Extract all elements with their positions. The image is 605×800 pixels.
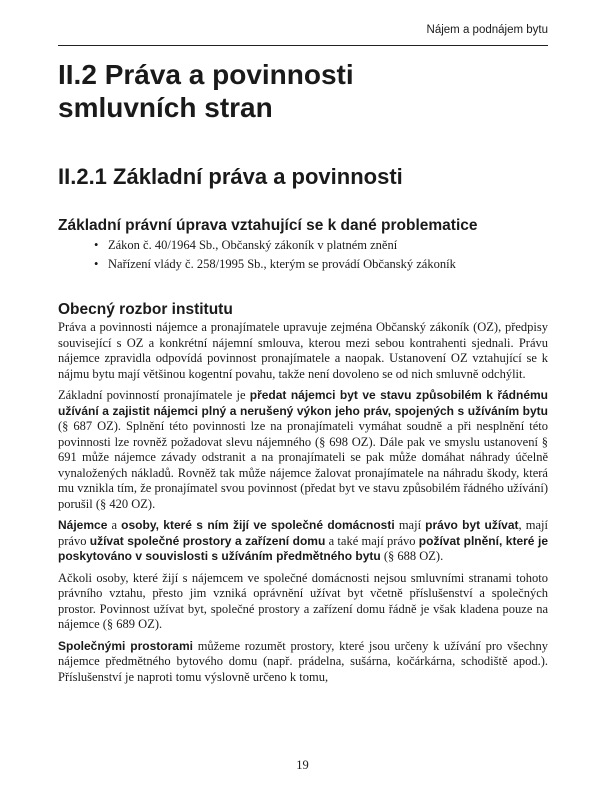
chapter-title	[58, 58, 548, 124]
emphasis-text: Společnými prostorami	[58, 638, 193, 653]
paragraph-2: Základní povinností pronajímatele je předat nájemci byt ve stavu způsobilém k řádnému užívání a zajistit nájemci plný a nerušený výkon jeho práv, spojených s užíváním bytu (§ 687 OZ). Splnění této povinnosti lze na pronajímateli vymáhat soudně a při nesplnění této povinnosti lze rovněž požadovat slevu nájemného (§ 698 OZ). Dále pak ve smyslu ustanovení § 691 může nájemce závady odstranit a na pronajímateli se pak může domáhat náhrady účelně vynaložených nákladů. Rovněž tak může nájemce žalovat pronajímatele na náhradu škody, která mu vznikla tím, že pronajímatel svou povinnost (předat byt ve stavu způsobilém řádného užívání) porušil (§ 420 OZ).	[58, 388, 549, 511]
paragraph-1: Práva a povinnosti nájemce a pronajímatele upravuje zejména Občanský zákoník (OZ), předpisy související s OZ a konkrétní nájemní smlouva, kterou mezi sebou kontrahenti sjednali. Právu nájemce zpravidla odpovídá povinnost pronajímatele a naopak. Ustanovení OZ vztahující se k nájmu bytu mají většinou kogentní povahu, takže není dovoleno se od nich smluvně odchýlit.	[58, 320, 548, 381]
legal-basis-list	[58, 236, 548, 274]
emphasis-text: užívat společné prostory a zařízení domu	[89, 533, 326, 548]
emphasis-text: předat nájemci byt ve stavu způsobilém k řádnému užívání a zajistit nájemci plný a nerušený výkon jeho práv, spojených s užíváním bytu	[58, 388, 549, 418]
paragraph-3: Nájemce a osoby, které s ním žijí ve společné domácnosti mají právo byt užívat, mají právo užívat společné prostory a zařízení domu a také mají právo požívat plnění, které je poskytováno v souvislosti s užíváním předmětného bytu (§ 688 OZ).	[58, 518, 548, 563]
list-item: • Zákon č. 40/1964 Sb., Občanský zákoník v platném znění	[94, 236, 548, 255]
page-content	[58, 58, 548, 685]
analysis-heading: Obecný rozbor institutu	[58, 301, 233, 318]
emphasis-text: právo byt užívat	[425, 518, 519, 532]
page-number: 19	[296, 758, 309, 772]
emphasis-text: osoby, které s ním žijí ve společné domácnosti	[121, 518, 395, 532]
paragraph-4: Ačkoli osoby, které žijí s nájemcem ve společné domácnosti nejsou smluvními stranami tohoto právního vztahu, přesto jim vzniká oprávnění užívat byt včetně příslušenství a společných prostor. Povinnost užívat byt, společné prostory a zařízení domu řádně je však kladena pouze na nájemce (§ 689 OZ).	[58, 570, 548, 631]
chapter-title-line1: II.2 Práva a povinnosti	[58, 59, 354, 90]
running-header: Nájem a podnájem bytu	[426, 24, 548, 36]
bullet-icon: •	[94, 238, 99, 252]
paragraph-5: Společnými prostorami můžeme rozumět prostory, které jsou určeny k užívání pro všechny nájemce předmětného bytového domu (např. prádelna, sušárna, kočárkárna, schodiště apod.). Příslušenství je naproti tomu výslovně určeno k tomu,	[58, 638, 548, 684]
header-rule	[58, 45, 548, 46]
bullet-icon: •	[94, 257, 99, 271]
emphasis-text: Nájemce	[58, 518, 108, 532]
list-item: • Nařízení vlády č. 258/1995 Sb., kterým se provádí Občanský zákoník	[94, 255, 548, 274]
chapter-title-line2: smluvních stran	[58, 92, 273, 123]
emphasis-text: požívat plnění, které je poskytováno v souvislosti s užíváním předmětného bytu	[58, 533, 548, 563]
legal-basis-heading: Základní právní úprava vztahující se k dané problematice	[58, 217, 478, 234]
section-title: II.2.1 Základní práva a povinnosti	[58, 164, 403, 189]
